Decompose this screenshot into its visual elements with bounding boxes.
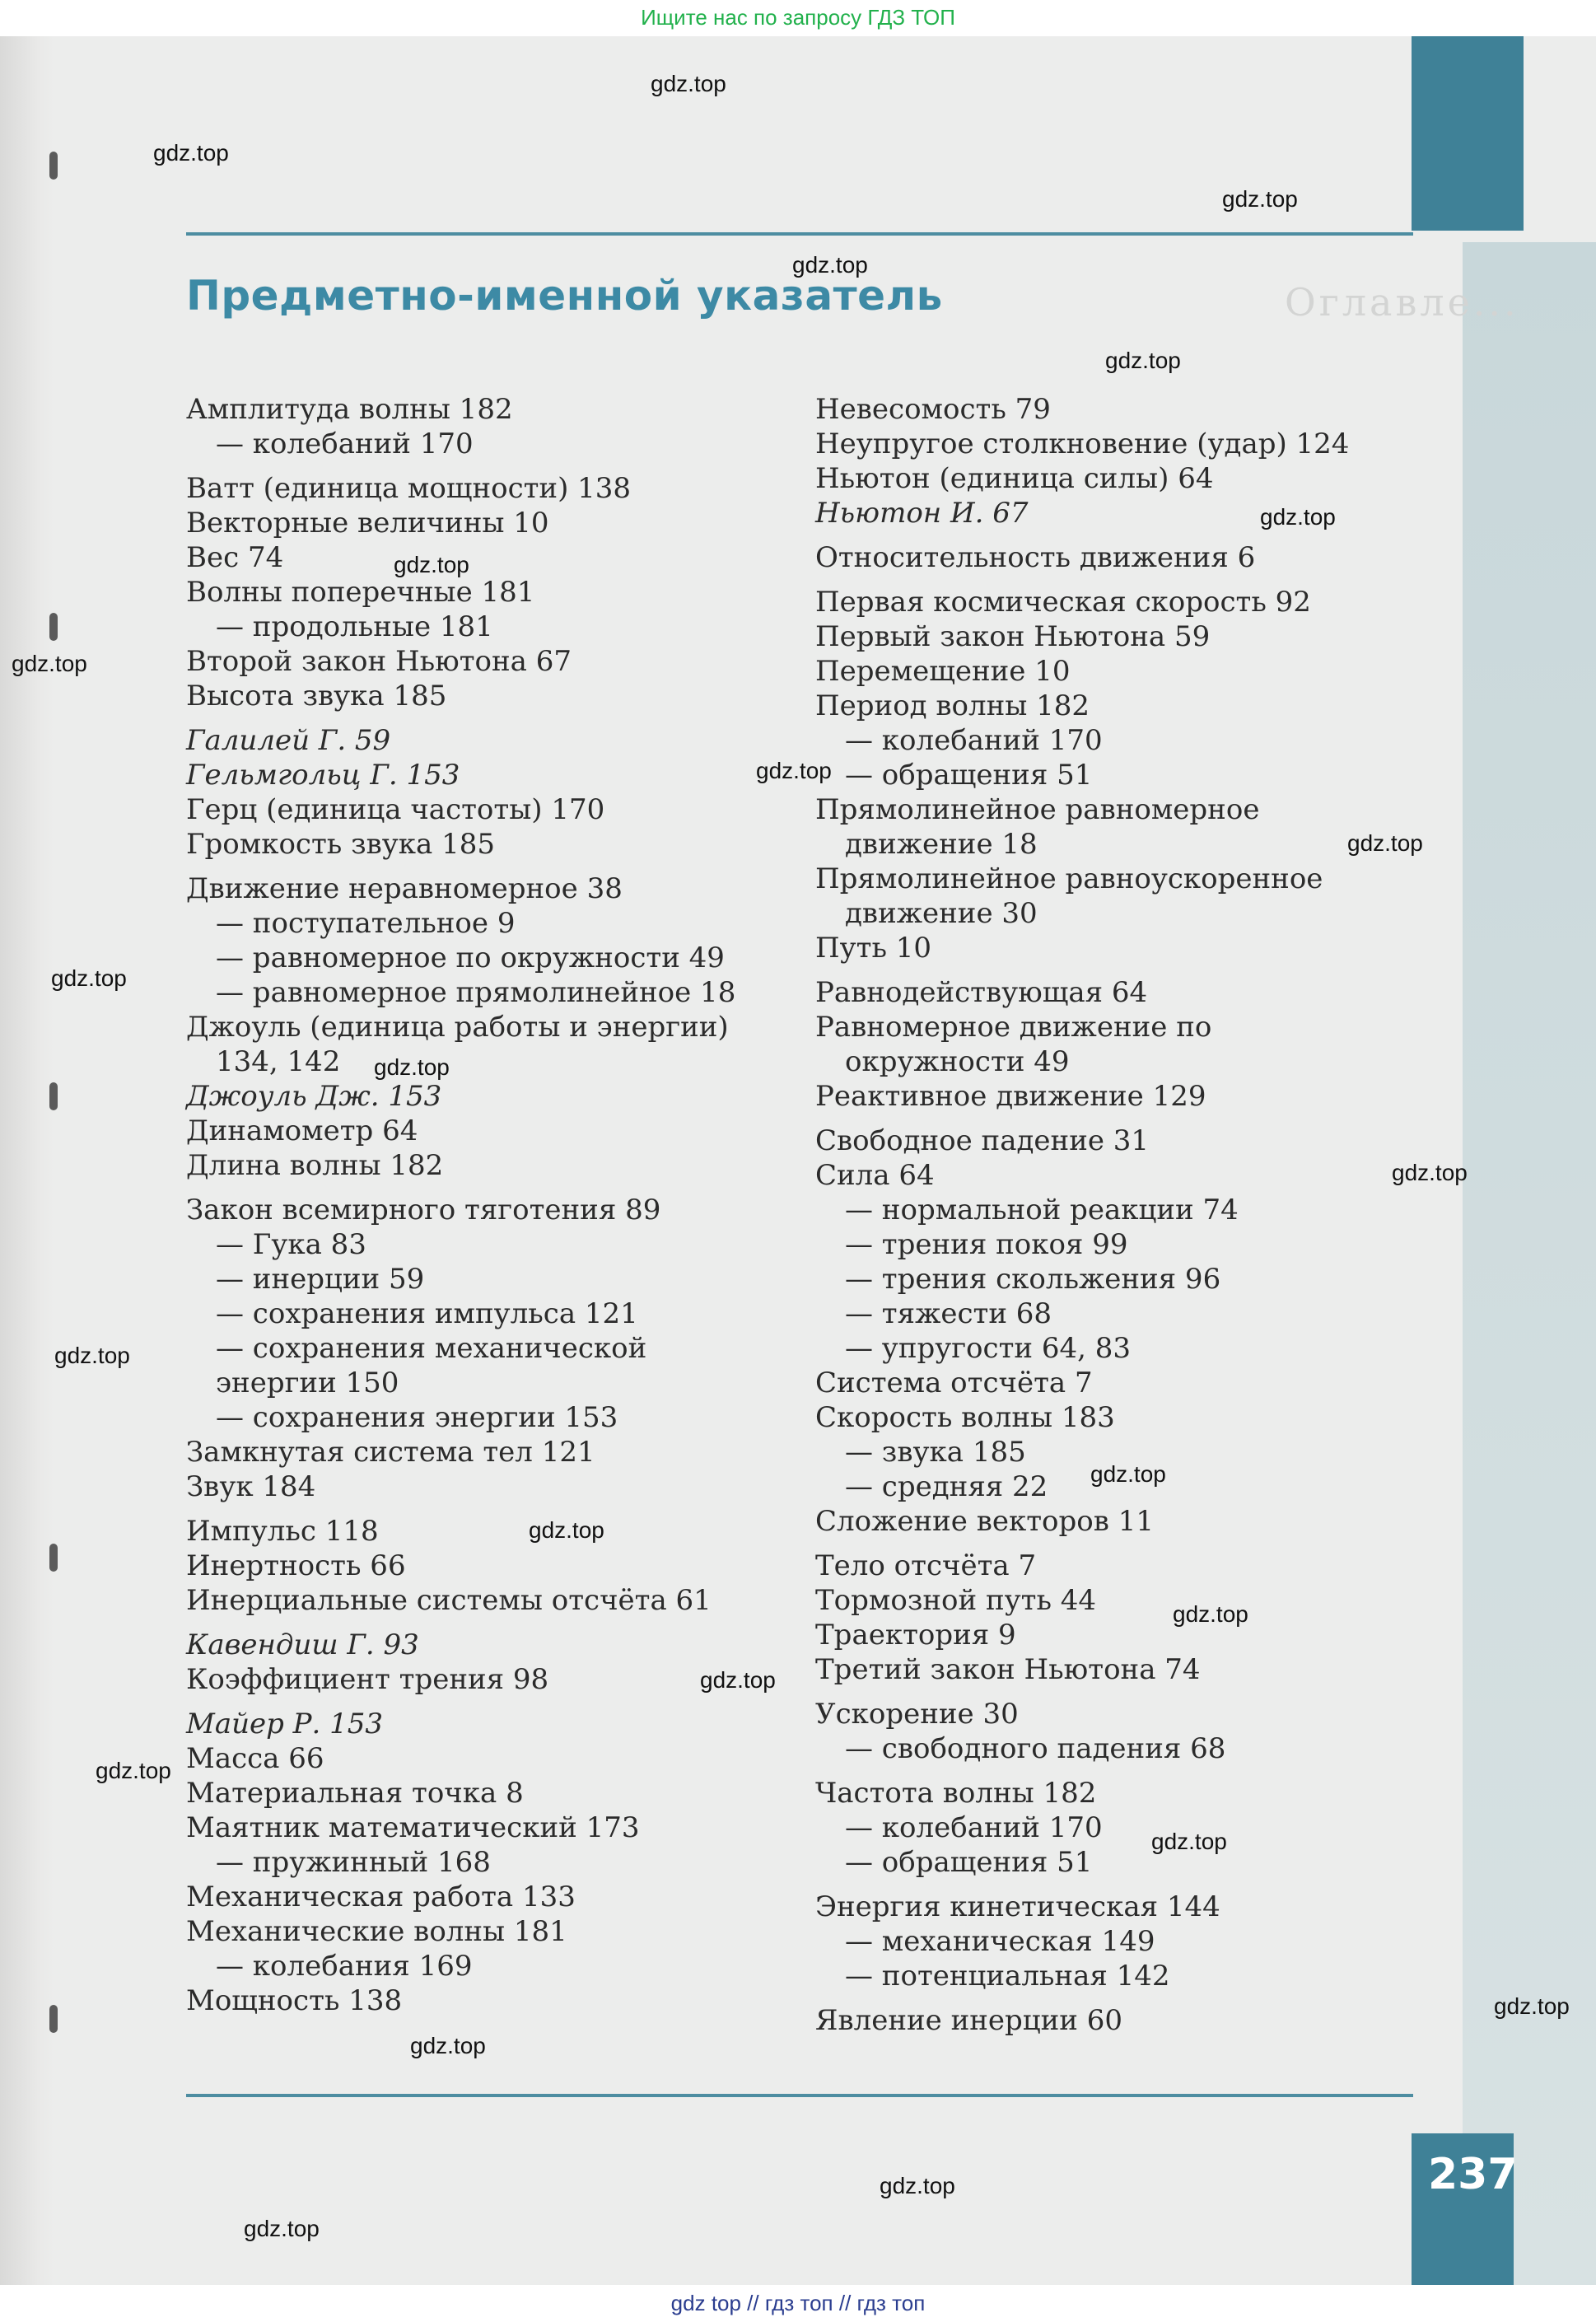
watermark: gdz.top [12,651,87,676]
index-entry: Равнодействующая 64 [815,976,1148,1009]
index-entry: Закон всемирного тяготения 89 [186,1194,661,1226]
index-entry: Джоуль (единица работы и энергии) [186,1011,729,1044]
index-entry: — сохранения энергии 153 [216,1401,618,1434]
index-entry: Кавендиш Г. 93 [186,1628,419,1661]
index-entry: Период волны 182 [815,689,1090,722]
watermark: gdz.top [700,1667,776,1693]
index-entry: Маятник математический 173 [186,1811,640,1844]
index-entry: Равномерное движение по [815,1011,1212,1044]
index-entry: Относительность движения 6 [815,541,1256,574]
index-entry: Амплитуда волны 182 [186,393,513,426]
watermark: gdz.top [153,140,229,166]
index-entry: — упругости 64, 83 [845,1332,1131,1365]
watermark: gdz.top [1151,1829,1227,1854]
watermark: gdz.top [1173,1601,1248,1627]
index-entry: Громкость звука 185 [186,828,495,861]
index-entry: Прямолинейное равноускоренное [815,862,1323,895]
index-entry: Энергия кинетическая 144 [815,1890,1220,1923]
index-entry: Высота звука 185 [186,680,447,712]
index-entry: — сохранения механической [216,1332,647,1365]
page-title: Предметно-именной указатель [186,272,943,320]
watermark: gdz.top [374,1054,450,1080]
index-entry: Герц (единица частоты) 170 [186,793,605,826]
index-entry: Неупругое столкновение (удар) 124 [815,427,1350,460]
index-entry: энергии 150 [216,1367,399,1399]
index-entry: Сложение векторов 11 [815,1505,1154,1538]
index-entry: Прямолинейное равномерное [815,793,1260,826]
book-page [0,36,1596,2285]
index-entry: Скорость волны 183 [815,1401,1115,1434]
watermark: gdz.top [880,2173,955,2198]
watermark: gdz.top [410,2033,486,2058]
index-entry: — потенциальная 142 [845,1960,1170,1993]
index-entry: — колебаний 170 [845,724,1103,757]
binding-hole [49,1082,58,1110]
index-entry: Траектория 9 [815,1619,1016,1652]
index-entry: — колебания 169 [216,1950,473,1983]
watermark: gdz.top [1090,1461,1166,1487]
index-entry: Инертность 66 [186,1549,406,1582]
index-entry: Невесомость 79 [815,393,1051,426]
index-entry: Галилей Г. 59 [186,724,391,757]
index-entry: Вес 74 [186,541,284,574]
index-entry: — колебаний 170 [216,427,474,460]
index-entry: — Гука 83 [216,1228,366,1261]
watermark: gdz.top [1494,1993,1570,2019]
index-entry: — тяжести 68 [845,1297,1052,1330]
index-entry: 134, 142 [216,1045,341,1078]
index-entry: Механическая работа 133 [186,1880,576,1913]
bleed-through-heading: Оглавле... [1285,280,1519,325]
index-entry: Ньютон И. 67 [815,497,1029,530]
index-entry: Тормозной путь 44 [815,1584,1097,1617]
page-spine [0,36,54,2285]
watermark: gdz.top [1260,504,1336,530]
index-entry: — равномерное прямолинейное 18 [216,976,736,1009]
index-entry: Реактивное движение 129 [815,1080,1206,1113]
index-entry: Ватт (единица мощности) 138 [186,472,632,505]
index-entry: Движение неравномерное 38 [186,872,623,905]
watermark: gdz.top [1222,186,1298,212]
binding-hole [49,2005,58,2033]
index-entry: — поступательное 9 [216,907,516,940]
index-entry: — колебаний 170 [845,1811,1103,1844]
index-entry: Волны поперечные 181 [186,576,535,609]
index-entry: — равномерное по окружности 49 [216,941,725,974]
binding-hole [49,152,58,180]
index-entry: Система отсчёта 7 [815,1367,1093,1399]
watermark: gdz.top [394,552,469,577]
page-edge-strip [1463,242,1596,2285]
index-entry: Джоуль Дж. 153 [186,1080,442,1113]
watermark: gdz.top [51,965,127,991]
index-entry: Сила 64 [815,1159,935,1192]
top-banner: Ищите нас по запросу ГДЗ ТОП [641,5,955,30]
index-entry: Звук 184 [186,1470,316,1503]
watermark: gdz.top [792,252,868,278]
index-entry: — трения скольжения 96 [845,1263,1221,1296]
index-entry: Свободное падение 31 [815,1124,1150,1157]
index-entry: — сохранения импульса 121 [216,1297,638,1330]
watermark: gdz.top [96,1758,171,1783]
color-tab-top [1412,36,1524,231]
bottom-banner: gdz top // гдз топ // гдз топ [670,2291,926,2315]
index-entry: — механическая 149 [845,1925,1155,1958]
index-entry: Материальная точка 8 [186,1777,524,1810]
index-entry: Замкнутая система тел 121 [186,1436,595,1469]
index-entry: Импульс 118 [186,1515,379,1548]
index-entry: движение 18 [845,828,1038,861]
index-entry: — продольные 181 [216,610,493,643]
index-entry: — трения покоя 99 [845,1228,1128,1261]
index-entry: Тело отсчёта 7 [815,1549,1037,1582]
index-entry: Коэффициент трения 98 [186,1663,549,1696]
index-entry: Первый закон Ньютона 59 [815,620,1211,653]
index-entry: Гельмгольц Г. 153 [186,759,460,792]
watermark: gdz.top [651,71,726,96]
watermark: gdz.top [244,2216,320,2241]
index-entry: Ускорение 30 [815,1698,1019,1731]
index-entry: Путь 10 [815,932,932,965]
index-entry: Майер Р. 153 [186,1708,384,1740]
index-entry: — инерции 59 [216,1263,425,1296]
watermark: gdz.top [1347,830,1423,856]
index-column-left [186,392,845,2018]
index-entry: окружности 49 [845,1045,1070,1078]
index-entry: — средняя 22 [845,1470,1048,1503]
index-entry: — обращения 51 [845,1846,1093,1879]
watermark: gdz.top [54,1343,130,1368]
index-column-right [815,392,1408,2038]
index-entry: Второй закон Ньютона 67 [186,645,572,678]
watermark: gdz.top [756,758,832,783]
binding-hole [49,613,58,641]
watermark: gdz.top [529,1517,604,1543]
index-entry: Механические волны 181 [186,1915,567,1948]
bottom-rule [186,2094,1413,2097]
binding-hole [49,1544,58,1572]
index-entry: Частота волны 182 [815,1777,1097,1810]
index-entry: Первая космическая скорость 92 [815,586,1311,619]
index-entry: — звука 185 [845,1436,1026,1469]
index-entry: Третий закон Ньютона 74 [815,1653,1201,1686]
index-entry: — нормальной реакции 74 [845,1194,1239,1226]
index-entry: — пружинный 168 [216,1846,491,1879]
index-entry: — обращения 51 [845,759,1093,792]
index-entry: Инерциальные системы отсчёта 61 [186,1584,712,1617]
top-rule [186,232,1413,236]
index-entry: Перемещение 10 [815,655,1071,688]
index-entry: — свободного падения 68 [845,1732,1226,1765]
index-entry: Ньютон (единица силы) 64 [815,462,1214,495]
index-entry: Мощность 138 [186,1984,403,2017]
index-entry: Масса 66 [186,1742,324,1775]
index-entry: Явление инерции 60 [815,2004,1123,2037]
watermark: gdz.top [1392,1160,1468,1185]
index-entry: Векторные величины 10 [186,507,549,540]
index-entry: Длина волны 182 [186,1149,444,1182]
index-entry: движение 30 [845,897,1038,930]
watermark: gdz.top [1105,348,1181,373]
index-entry: Динамометр 64 [186,1114,418,1147]
page-number: 237 [1428,2150,1518,2199]
